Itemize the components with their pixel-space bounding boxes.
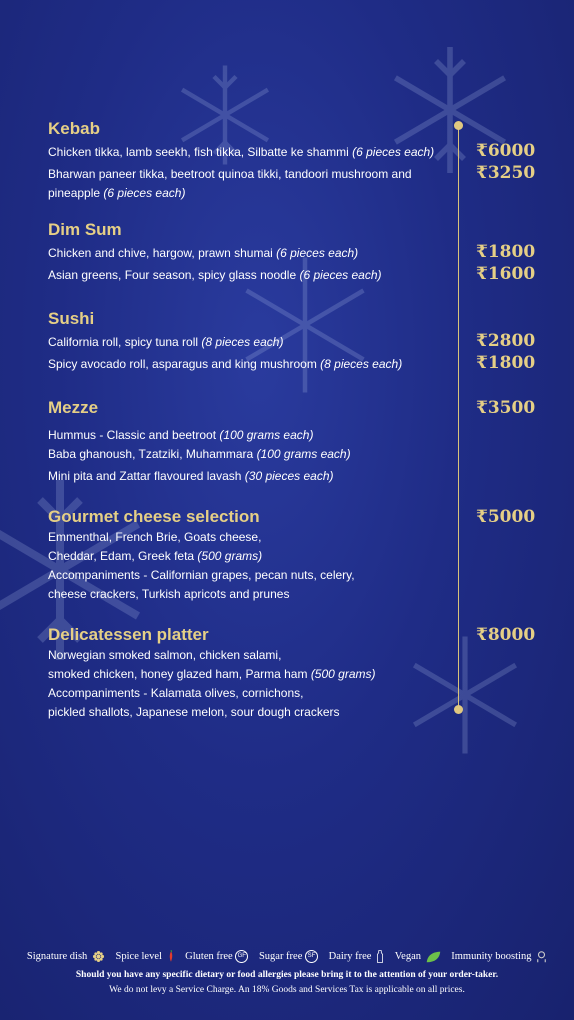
section-gourmet-cheese — [48, 507, 458, 604]
dietary-legend — [0, 950, 574, 963]
menu-item-line: Emmenthal, French Brie, Goats cheese, — [48, 530, 262, 544]
section-delicatessen-platter — [48, 625, 458, 722]
immunity-icon — [536, 951, 547, 963]
price: ₹2800 — [476, 331, 536, 351]
menu-item-line: California roll, spicy tuna roll (8 pieces each) — [48, 335, 284, 349]
legend-vegan: Vegan — [395, 951, 444, 962]
menu-item-line: Baba ghanoush, Tzatziki, Muhammara (100 grams each) — [48, 447, 351, 461]
menu-item-line: Bharwan paneer tikka, beetroot quinoa tikki, tandoori mushroom and — [48, 167, 412, 181]
menu-item-line: Accompaniments - Kalamata olives, cornichons, — [48, 686, 304, 700]
price: ₹3500 — [476, 398, 536, 418]
section-heading: Gourmet cheese selection — [48, 507, 260, 526]
menu-item-line: Accompaniments - Californian grapes, pecan nuts, celery, — [48, 568, 355, 582]
section-sushi — [48, 309, 458, 374]
menu-item-line: Asian greens, Four season, spicy glass noodle (6 pieces each) — [48, 268, 382, 282]
menu-item-line: Mini pita and Zattar flavoured lavash (30 pieces each) — [48, 469, 334, 483]
price: ₹8000 — [476, 625, 536, 645]
section-mezze — [48, 398, 458, 486]
flower-icon — [92, 950, 105, 963]
menu-item-line: Chicken tikka, lamb seekh, fish tikka, Silbatte ke shammi (6 pieces each) — [48, 145, 435, 159]
price: ₹1600 — [476, 264, 536, 284]
section-dim-sum — [48, 220, 458, 285]
legend-immunity-boosting: Immunity boosting — [451, 951, 547, 962]
gf-icon: GF — [235, 950, 248, 963]
price: ₹6000 — [476, 141, 536, 161]
section-heading: Mezze — [48, 398, 99, 417]
section-heading: Sushi — [48, 309, 95, 328]
tax-note: We do not levy a Service Charge. An 18% Goods and Services Tax is applicable on all prices. — [109, 985, 465, 995]
legend-spice-level: Spice level — [116, 951, 178, 962]
section-heading: Dim Sum — [48, 220, 122, 239]
legend-dairy-free: Dairy free — [329, 951, 387, 962]
milk-bottle-icon — [376, 950, 384, 963]
menu-item-line: pickled shallots, Japanese melon, sour dough crackers — [48, 705, 340, 719]
menu-item-line: pineapple (6 pieces each) — [48, 186, 186, 200]
legend-signature-dish: Signature dish — [27, 951, 108, 962]
menu-item-line: cheese crackers, Turkish apricots and prunes — [48, 587, 290, 601]
section-heading: Kebab — [48, 119, 100, 138]
legend-gluten-free: Gluten free GF — [185, 951, 251, 962]
section-heading: Delicatessen platter — [48, 625, 209, 644]
price: ₹1800 — [476, 242, 536, 262]
menu-timeline-line — [458, 125, 459, 709]
menu-item-line: smoked chicken, honey glazed ham, Parma ham (500 grams) — [48, 667, 376, 681]
section-kebab — [48, 119, 458, 203]
menu-item-line: Cheddar, Edam, Greek feta (500 grams) — [48, 549, 263, 563]
menu-item-line: Spicy avocado roll, asparagus and king mushroom (8 pieces each) — [48, 357, 403, 371]
menu-item-line: Hummus - Classic and beetroot (100 grams each) — [48, 428, 314, 442]
leaf-icon — [426, 951, 441, 963]
price: ₹3250 — [476, 163, 536, 183]
sf-icon: SF — [305, 950, 318, 963]
menu-item-line: Norwegian smoked salmon, chicken salami, — [48, 648, 282, 662]
price: ₹5000 — [476, 507, 536, 527]
legend-sugar-free: Sugar free SF — [259, 951, 321, 962]
allergy-note: Should you have any specific dietary or food allergies please bring it to the attention of your order-taker. — [75, 970, 499, 980]
price: ₹1800 — [476, 353, 536, 373]
menu-item-line: Chicken and chive, hargow, prawn shumai (6 pieces each) — [48, 246, 359, 260]
chili-icon — [167, 950, 175, 963]
